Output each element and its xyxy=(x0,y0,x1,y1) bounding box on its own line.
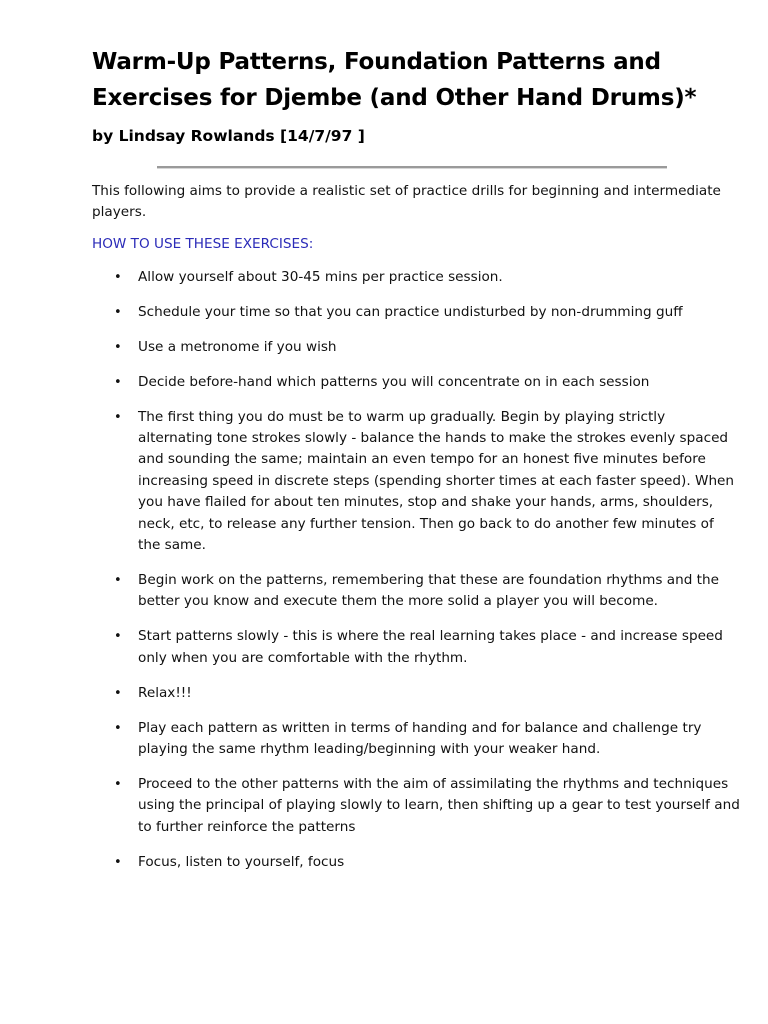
list-item-text: Allow yourself about 30-45 mins per practice session. xyxy=(138,269,503,285)
intro-paragraph: This following aims to provide a realistic set of practice drills for beginning and intermediate players. xyxy=(92,183,721,220)
list-item xyxy=(92,774,740,838)
bullet-icon: • xyxy=(114,572,122,588)
list-item-text: Focus, listen to yourself, focus xyxy=(138,853,345,870)
list-item xyxy=(92,852,740,873)
list-item-text: Relax!!! xyxy=(138,684,192,701)
document-page xyxy=(92,44,740,886)
bullet-icon: • xyxy=(114,409,122,425)
bullet-icon: • xyxy=(114,270,122,285)
list-item-text: Decide before-hand which patterns you will concentrate on in each session xyxy=(138,373,650,390)
list-item xyxy=(92,570,740,613)
bullet-icon: • xyxy=(114,629,122,645)
list-item xyxy=(92,267,740,288)
list-item-text: The first thing you do must be to warm up gradually. Begin by playing strictly alternating tone strokes slowly - balance the hands to make the strokes evenly spaced and sounding the same; maintain an even tempo for an honest five minutes before increasing speed in discrete steps (spending shorter times at each faster speed). When you have flailed for about ten minutes, stop and shake your hands, arms, shoulders, neck, etc, to release any further tension. Then go back to do another few minutes of the same. xyxy=(138,408,735,554)
bullet-icon: • xyxy=(114,776,122,792)
bullet-icon: • xyxy=(114,304,122,320)
list-item xyxy=(92,337,740,358)
list-item xyxy=(92,718,740,761)
list-item xyxy=(92,407,740,557)
horizontal-rule xyxy=(157,166,667,169)
document-title: Warm-Up Patterns, Foundation Patterns and Exercises for Djembe (and Other Hand Drums)* xyxy=(92,49,697,111)
document-byline: by Lindsay Rowlands [14/7/97 ] xyxy=(92,127,365,145)
list-item xyxy=(92,372,740,393)
list-item xyxy=(92,683,740,704)
list-item-text: Start patterns slowly - this is where the real learning takes place - and increase speed only when you are comfortable with the rhythm. xyxy=(138,628,723,666)
list-item-text: Play each pattern as written in terms of handing and for balance and challenge try playing the same rhythm leading/beginning with your weaker hand. xyxy=(138,719,702,757)
exercise-list xyxy=(92,267,740,873)
bullet-icon: • xyxy=(114,685,122,701)
list-item-text: Begin work on the patterns, remembering that these are foundation rhythms and the better you know and execute them the more solid a player you will become. xyxy=(138,571,719,610)
bullet-icon: • xyxy=(114,374,122,390)
bullet-icon: • xyxy=(114,720,122,736)
bullet-icon: • xyxy=(114,854,122,870)
list-item xyxy=(92,302,740,323)
bullet-icon: • xyxy=(114,339,122,355)
section-heading: HOW TO USE THESE EXERCISES: xyxy=(92,236,314,252)
list-item-text: Use a metronome if you wish xyxy=(138,338,337,355)
list-item xyxy=(92,626,740,669)
list-item-text: Proceed to the other patterns with the aim of assimilating the rhythms and techniques using the principal of playing slowly to learn, then shifting up a gear to test yourself and to further reinforce the patterns xyxy=(138,775,740,835)
list-item-text: Schedule your time so that you can practice undisturbed by non-drumming guff xyxy=(138,303,683,320)
